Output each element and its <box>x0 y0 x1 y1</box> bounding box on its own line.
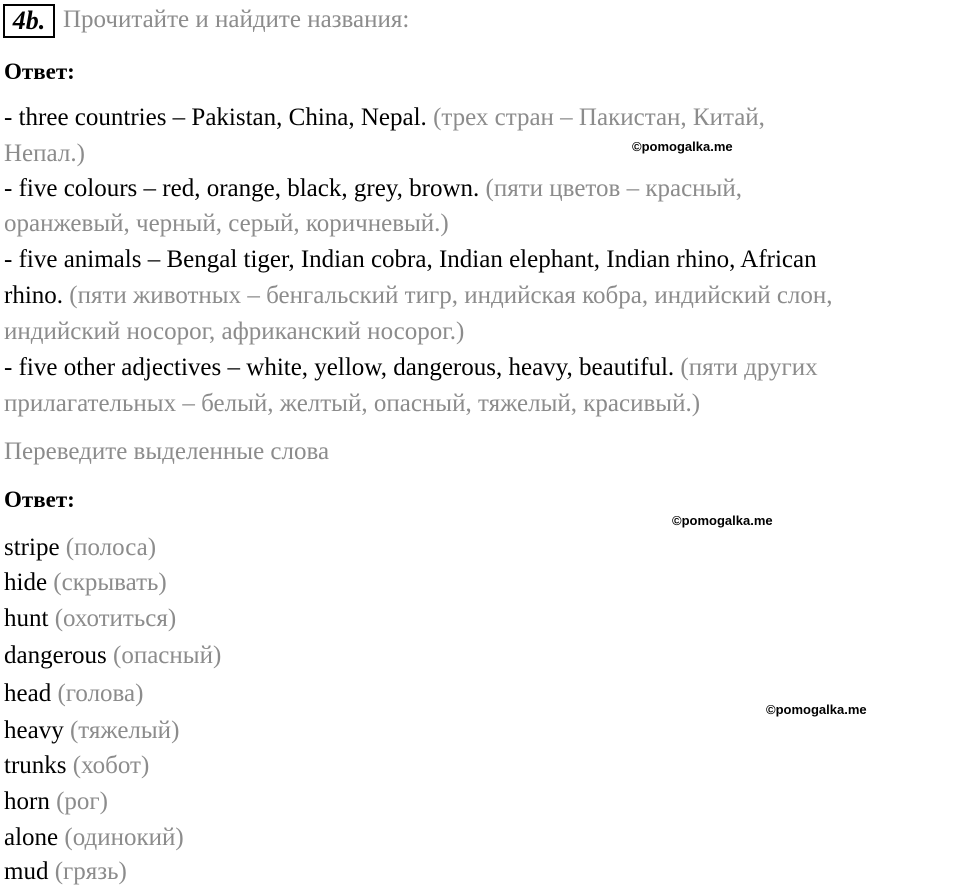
watermark: ©pomogalka.me <box>632 139 733 154</box>
vocab-translation: (тяжелый) <box>63 717 180 744</box>
list-item-ru: (пяти других <box>674 354 818 381</box>
vocab-word: head <box>4 680 52 707</box>
vocab-translation: (грязь) <box>48 858 127 885</box>
list-item-ru-continued: прилагательных – белый, желтый, опасный, тяжелый, красивый.) <box>4 390 701 417</box>
vocab-word: hunt <box>4 605 49 632</box>
vocab-item <box>4 787 108 817</box>
exercise-instruction: Прочитайте и найдите названия: <box>63 6 410 33</box>
vocab-item <box>4 716 179 746</box>
exercise-number-badge: 4b. <box>3 4 55 38</box>
vocab-word: horn <box>4 788 50 815</box>
answer-label-2: Ответ: <box>4 487 75 512</box>
list-item-ru: (пяти животных – бенгальский тигр, индийская кобра, индийский слон, <box>63 282 833 309</box>
watermark: ©pomogalka.me <box>766 702 867 717</box>
vocab-translation: (одинокий) <box>58 824 184 851</box>
vocab-item <box>4 679 143 709</box>
list-item-en: - three countries – Pakistan, China, Nepal. <box>4 104 427 131</box>
vocab-translation: (хобот) <box>66 752 150 779</box>
list-item-animals: - five animals – Bengal tiger, Indian cobra, Indian elephant, Indian rhino, African <box>4 246 817 273</box>
list-item-en: rhino. <box>4 282 64 309</box>
vocab-item <box>4 857 127 887</box>
vocab-word: dangerous <box>4 642 107 669</box>
vocab-item <box>4 568 167 598</box>
vocab-translation: (опасный) <box>106 642 222 669</box>
list-item-animals-continued <box>4 281 833 311</box>
vocab-item <box>4 641 221 671</box>
list-item-countries <box>4 103 765 133</box>
watermark: ©pomogalka.me <box>672 513 773 528</box>
list-item-en: - five other adjectives – white, yellow, dangerous, heavy, beautiful. <box>4 354 675 381</box>
list-item-colours <box>4 174 742 204</box>
list-item-ru-continued: Непал.) <box>4 140 85 167</box>
vocab-translation: (скрывать) <box>47 569 167 596</box>
vocab-item <box>4 533 156 563</box>
list-item-en: - five colours – red, orange, black, grey, brown. <box>4 175 480 202</box>
list-item-adjectives <box>4 353 818 383</box>
vocab-word: mud <box>4 858 49 885</box>
vocab-item <box>4 604 176 634</box>
list-item-ru-continued: индийский носорог, африканский носорог.) <box>4 318 465 345</box>
vocab-translation: (голова) <box>51 680 144 707</box>
task2-instruction: Переведите выделенные слова <box>4 438 330 465</box>
vocab-word: stripe <box>4 534 60 561</box>
vocab-item <box>4 751 149 781</box>
list-item-ru-continued: оранжевый, черный, серый, коричневый.) <box>4 210 449 237</box>
vocab-translation: (рог) <box>49 788 108 815</box>
vocab-word: trunks <box>4 752 67 779</box>
list-item-ru: (пяти цветов – красный, <box>479 175 742 202</box>
vocab-word: alone <box>4 824 59 851</box>
vocab-item <box>4 823 184 853</box>
vocab-translation: (охотиться) <box>48 605 177 632</box>
vocab-word: heavy <box>4 717 64 744</box>
list-item-ru: (трех стран – Пакистан, Китай, <box>426 104 765 131</box>
answer-label: Ответ: <box>4 59 75 84</box>
vocab-word: hide <box>4 569 48 596</box>
vocab-translation: (полоса) <box>59 534 157 561</box>
